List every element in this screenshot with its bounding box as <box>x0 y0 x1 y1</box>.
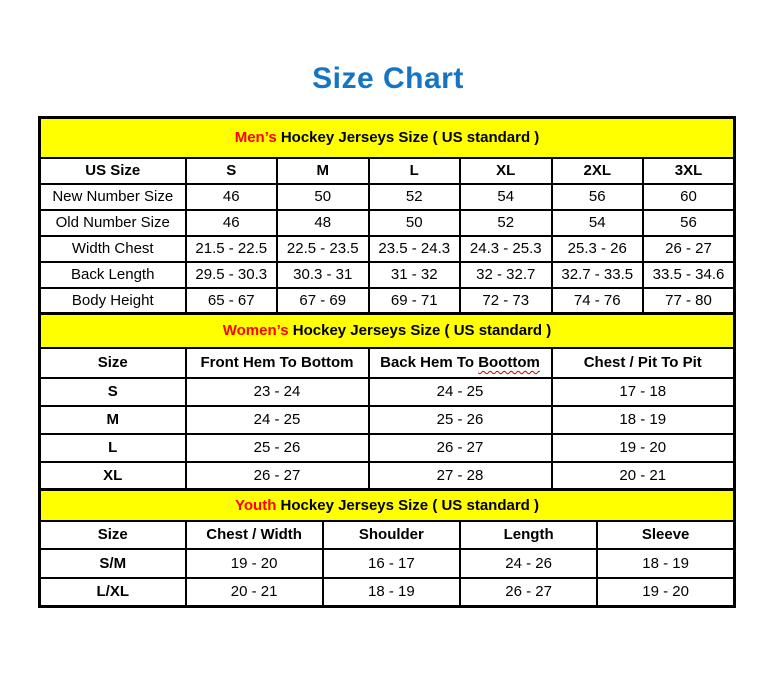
row-header-cell: Width Chest <box>40 236 186 262</box>
data-cell: 52 <box>460 210 552 236</box>
data-cell: 24 - 26 <box>460 549 597 578</box>
mens-data-row <box>40 288 735 314</box>
data-cell: 56 <box>552 184 644 210</box>
womens-band-row <box>40 314 735 348</box>
column-header-cell: Size <box>40 521 186 549</box>
row-header-cell: L <box>40 434 186 462</box>
data-cell: 52 <box>369 184 461 210</box>
mens-data-row <box>40 210 735 236</box>
data-cell: 50 <box>369 210 461 236</box>
column-header-cell: Sleeve <box>597 521 734 549</box>
mens-title-rest: Hockey Jerseys Size ( US standard ) <box>276 129 540 147</box>
data-cell: 29.5 - 30.3 <box>186 262 278 288</box>
misspelled-word: Boottom <box>478 354 540 371</box>
youth-header-row <box>40 521 735 549</box>
data-cell: 19 - 20 <box>597 578 734 607</box>
row-header-cell: XL <box>40 462 186 490</box>
data-cell: 17 - 18 <box>552 378 735 406</box>
data-cell: 18 - 19 <box>552 406 735 434</box>
data-cell: 20 - 21 <box>186 578 323 607</box>
youth-section-title <box>40 490 735 521</box>
womens-header-row <box>40 348 735 378</box>
column-header-cell <box>369 348 552 378</box>
data-cell: 54 <box>552 210 644 236</box>
youth-data-row <box>40 578 735 607</box>
data-cell: 24 - 25 <box>369 378 552 406</box>
column-header-cell: US Size <box>40 158 186 184</box>
data-cell: 24 - 25 <box>186 406 369 434</box>
youth-band-row <box>40 490 735 521</box>
column-header-cell: L <box>369 158 461 184</box>
column-header-cell: Size <box>40 348 186 378</box>
womens-size-table <box>38 312 736 491</box>
mens-data-row <box>40 262 735 288</box>
youth-data-row <box>40 549 735 578</box>
column-header-cell: S <box>186 158 278 184</box>
data-cell: 56 <box>643 210 735 236</box>
womens-data-row <box>40 462 735 490</box>
row-header-cell: Back Length <box>40 262 186 288</box>
data-cell: 23.5 - 24.3 <box>369 236 461 262</box>
data-cell: 21.5 - 22.5 <box>186 236 278 262</box>
data-cell: 19 - 20 <box>552 434 735 462</box>
row-header-cell: Old Number Size <box>40 210 186 236</box>
womens-data-row <box>40 406 735 434</box>
youth-title-highlight: Youth <box>235 496 277 514</box>
data-cell: 54 <box>460 184 552 210</box>
column-header-cell: Shoulder <box>323 521 460 549</box>
data-cell: 60 <box>643 184 735 210</box>
column-header-cell: Front Hem To Bottom <box>186 348 369 378</box>
row-header-cell: S/M <box>40 549 186 578</box>
data-cell: 18 - 19 <box>323 578 460 607</box>
data-cell: 31 - 32 <box>369 262 461 288</box>
data-cell: 72 - 73 <box>460 288 552 314</box>
page-title: Size Chart <box>312 62 464 95</box>
mens-data-row <box>40 184 735 210</box>
data-cell: 25 - 26 <box>369 406 552 434</box>
youth-size-table <box>38 488 736 608</box>
data-cell: 20 - 21 <box>552 462 735 490</box>
data-cell: 67 - 69 <box>277 288 369 314</box>
data-cell: 65 - 67 <box>186 288 278 314</box>
data-cell: 24.3 - 25.3 <box>460 236 552 262</box>
column-header-cell: 3XL <box>643 158 735 184</box>
data-cell: 33.5 - 34.6 <box>643 262 735 288</box>
column-header-cell: Chest / Pit To Pit <box>552 348 735 378</box>
header-text: Back Hem To <box>380 354 479 371</box>
data-cell: 19 - 20 <box>186 549 323 578</box>
data-cell: 30.3 - 31 <box>277 262 369 288</box>
data-cell: 48 <box>277 210 369 236</box>
row-header-cell: Body Height <box>40 288 186 314</box>
data-cell: 22.5 - 23.5 <box>277 236 369 262</box>
mens-size-table <box>38 116 736 315</box>
womens-title-highlight: Women’s <box>222 322 289 340</box>
size-tables-container <box>38 116 736 608</box>
mens-data-row <box>40 236 735 262</box>
mens-header-row <box>40 158 735 184</box>
data-cell: 27 - 28 <box>369 462 552 490</box>
mens-title-highlight: Men’s <box>234 129 277 147</box>
row-header-cell: L/XL <box>40 578 186 607</box>
data-cell: 26 - 27 <box>460 578 597 607</box>
data-cell: 26 - 27 <box>369 434 552 462</box>
row-header-cell: M <box>40 406 186 434</box>
womens-title-rest: Hockey Jerseys Size ( US standard ) <box>288 322 552 340</box>
data-cell: 69 - 71 <box>369 288 461 314</box>
data-cell: 32.7 - 33.5 <box>552 262 644 288</box>
column-header-cell: XL <box>460 158 552 184</box>
womens-data-row <box>40 434 735 462</box>
data-cell: 74 - 76 <box>552 288 644 314</box>
youth-title-rest: Hockey Jerseys Size ( US standard ) <box>276 496 539 514</box>
data-cell: 26 - 27 <box>186 462 369 490</box>
column-header-cell: Length <box>460 521 597 549</box>
data-cell: 16 - 17 <box>323 549 460 578</box>
mens-section-title <box>40 118 735 158</box>
data-cell: 77 - 80 <box>643 288 735 314</box>
column-header-cell: M <box>277 158 369 184</box>
mens-band-row <box>40 118 735 158</box>
data-cell: 50 <box>277 184 369 210</box>
row-header-cell: S <box>40 378 186 406</box>
data-cell: 26 - 27 <box>643 236 735 262</box>
data-cell: 46 <box>186 184 278 210</box>
womens-data-row <box>40 378 735 406</box>
data-cell: 32 - 32.7 <box>460 262 552 288</box>
column-header-cell: Chest / Width <box>186 521 323 549</box>
column-header-cell: 2XL <box>552 158 644 184</box>
data-cell: 46 <box>186 210 278 236</box>
data-cell: 25 - 26 <box>186 434 369 462</box>
data-cell: 23 - 24 <box>186 378 369 406</box>
data-cell: 18 - 19 <box>597 549 734 578</box>
data-cell: 25.3 - 26 <box>552 236 644 262</box>
row-header-cell: New Number Size <box>40 184 186 210</box>
womens-section-title <box>40 314 735 348</box>
